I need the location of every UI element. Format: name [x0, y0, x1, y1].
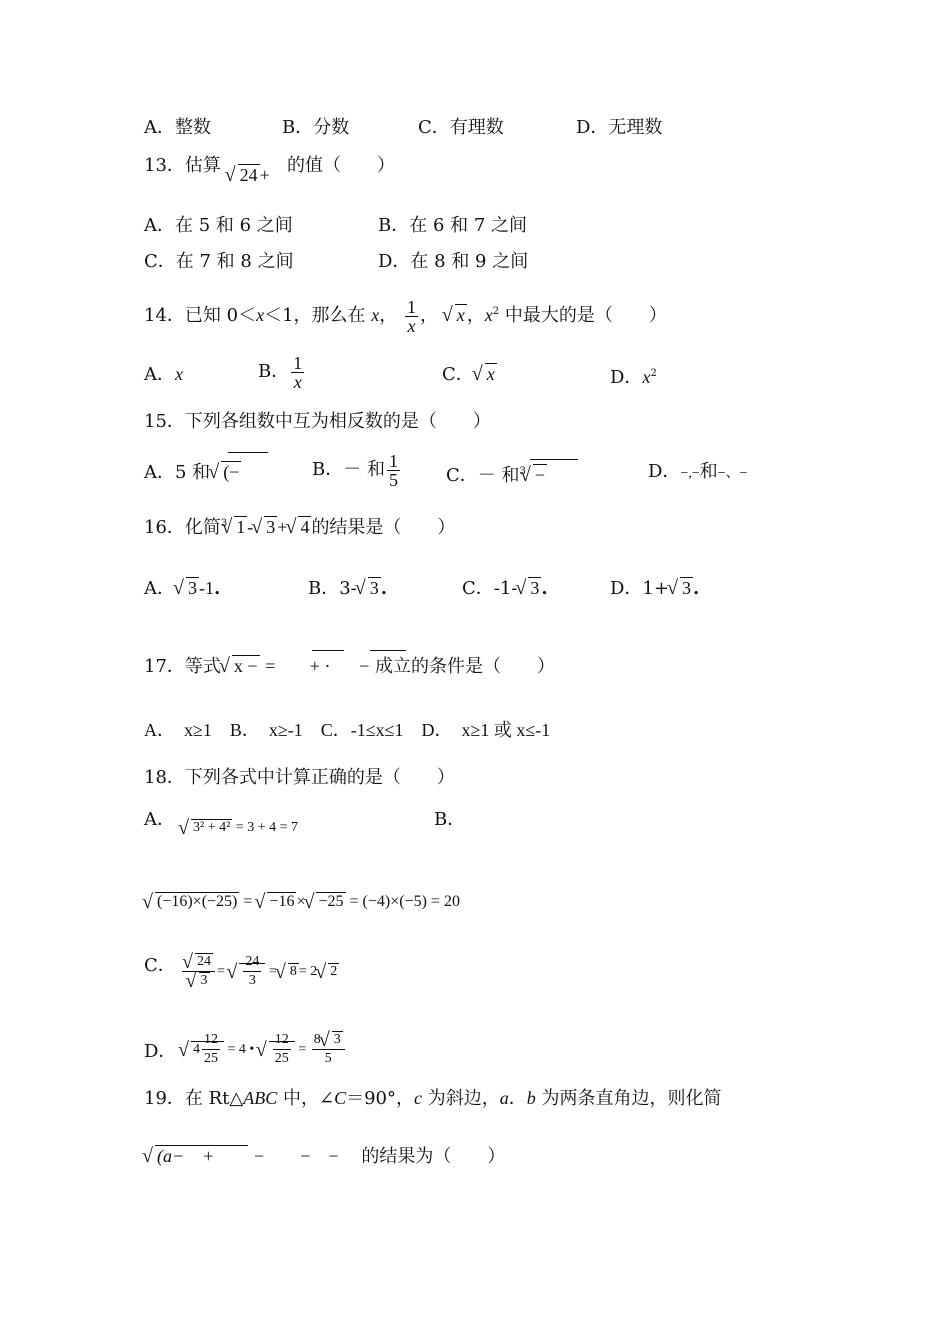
q15-option-c: C．－ 和$^3$√ −: [446, 460, 547, 488]
q16-option-c: C．-1-√ 3 .: [462, 576, 548, 601]
q13-option-a: A．在 5 和 6 之间: [144, 215, 293, 236]
q14-option-b: B． $\frac{1}{x}$: [258, 352, 303, 392]
q16-option-b: B．3-√ 3 .: [308, 576, 387, 601]
q14-option-a: A．x: [144, 364, 183, 385]
q17-radical-bar-2: [370, 650, 406, 651]
q18-option-b-expr: √ (−16)×(−25) = √ −16 ×√ −25 = (−4)×(−5) = 20: [144, 890, 460, 914]
q14-option-c: C．√ x: [442, 362, 497, 387]
q16-stem: 16．化简$^3$√ 1 -√ 3 +√ 4 的结果是（ ）: [144, 512, 455, 540]
q13-option-b: B．在 6 和 7 之间: [378, 215, 528, 236]
q12-option-c: C．有理数: [418, 117, 504, 138]
q18-option-d-label: D．: [144, 1041, 177, 1062]
q15-option-a: A．5 和√ (−: [144, 460, 241, 485]
q13-stem: 13．估算 √ 24 + 的值（ ）: [144, 154, 395, 187]
q15-option-d: D．−,−和−、−: [648, 461, 748, 482]
q18-option-c-label: C．: [144, 955, 176, 976]
q12-option-d: D．无理数: [576, 117, 663, 138]
q15-option-b: B．－ 和 $\frac{1}{5}$: [312, 450, 398, 490]
q13-option-c: C．在 7 和 8 之间: [144, 251, 294, 272]
q18-option-a-label: A．: [144, 809, 175, 830]
q19-expression: √ (a− + − − − 的结果为（ ）: [144, 1144, 505, 1169]
q14-stem: 14．已知 0＜x＜1，那么在 x， $\frac{1}{x}$ ， √ x ，$x^2$ 中最大的是（ ）: [144, 294, 667, 335]
q12-option-a: A．整数: [144, 117, 211, 138]
q19-stem: 19．在 Rt△ABC 中，∠C＝90°，c 为斜边，a．b 为两条直角边，则化简: [144, 1088, 722, 1109]
q16-option-d: D．1+√ 3 .: [610, 576, 699, 601]
q15-a-radical-bar: [228, 452, 268, 453]
q17-stem: 17．等式√ x − = + · − 成立的条件是（ ）: [144, 654, 555, 679]
q18-option-a-expr: √ 3² + 4² = 3 + 4 = 7: [180, 816, 298, 840]
q17-radical-bar-1: [312, 650, 344, 651]
q18-option-c-expr: √ 24 √ 3 = √ $\frac{24}{3}$ =√ 8 = 2√ 2: [180, 950, 339, 994]
q13-option-d: D．在 8 和 9 之间: [378, 251, 529, 272]
q15-stem: 15．下列各组数中互为相反数的是（ ）: [144, 411, 491, 432]
q18-stem: 18．下列各式中计算正确的是（ ）: [144, 767, 455, 788]
q14-option-d: D．$x^2$: [610, 367, 657, 388]
q16-option-a: A．√ 3 -1.: [144, 576, 220, 601]
q15-c-radical-bar: [530, 459, 578, 460]
q18-option-b-label: B．: [434, 809, 466, 830]
q17-options: A． x≥1 B． x≥-1 C．-1≤x≤1 D． x≥1 或 x≤-1: [144, 720, 551, 740]
q12-option-b: B．分数: [282, 117, 350, 138]
q18-option-d-expr: √ 4 $\frac{12}{25}$ = 4 • √ $\frac{12}{25}$ = $\frac{8√ 3}{5}$: [180, 1026, 347, 1074]
